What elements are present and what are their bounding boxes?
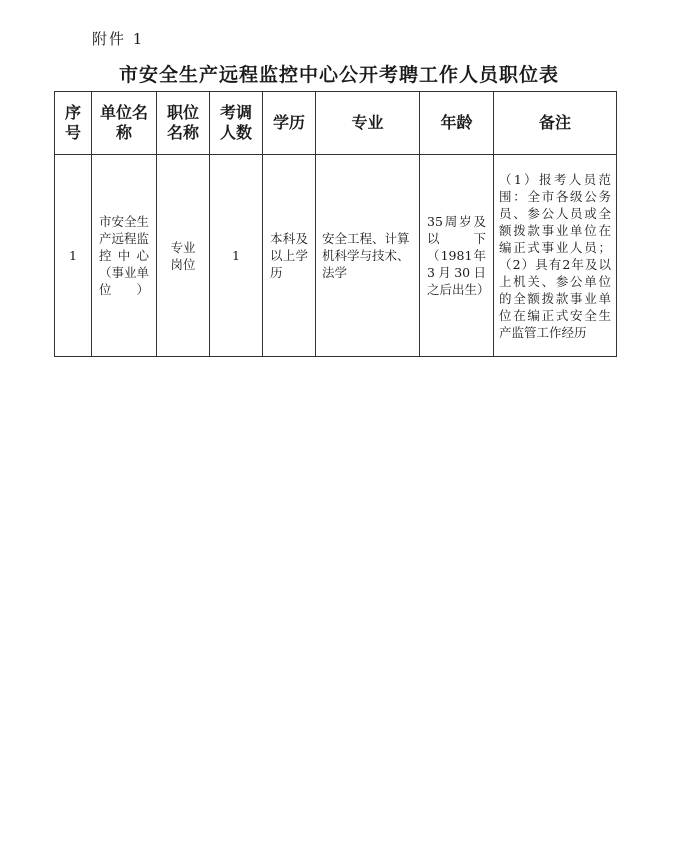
header-major: 专业 bbox=[316, 92, 420, 155]
document-title: 市安全生产远程监控中心公开考聘工作人员职位表 bbox=[118, 64, 559, 86]
cell-seq: 1 bbox=[55, 155, 92, 357]
cell-major: 安全工程、计算机科学与技术、法学 bbox=[316, 155, 420, 357]
attachment-label: 附件 1 bbox=[92, 30, 145, 48]
table-row bbox=[55, 155, 617, 357]
cell-position-name: 专业 岗位 bbox=[157, 155, 210, 357]
header-education: 学历 bbox=[263, 92, 316, 155]
header-age: 年龄 bbox=[420, 92, 494, 155]
header-headcount: 考调 人数 bbox=[210, 92, 263, 155]
cell-notes: （1）报考人员范围：全市各级公务员、参公人员或全额拨款事业单位在编正式事业人员；（2）具有2年及以上机关、参公单位的全额拨款事业单位在编正式安全生产监管工作经历 bbox=[494, 155, 617, 357]
header-position-name: 职位 名称 bbox=[157, 92, 210, 155]
table-header-row bbox=[55, 92, 617, 155]
cell-headcount: 1 bbox=[210, 155, 263, 357]
cell-education: 本科及以上学历 bbox=[263, 155, 316, 357]
cell-age: 35周岁及以下（1981年3月30日之后出生） bbox=[420, 155, 494, 357]
header-unit-name: 单位名 称 bbox=[92, 92, 157, 155]
header-notes: 备注 bbox=[494, 92, 617, 155]
positions-table bbox=[54, 91, 617, 357]
cell-unit-name: 市安全生产远程监控中心（事业单位） bbox=[92, 155, 157, 357]
header-seq: 序 号 bbox=[55, 92, 92, 155]
